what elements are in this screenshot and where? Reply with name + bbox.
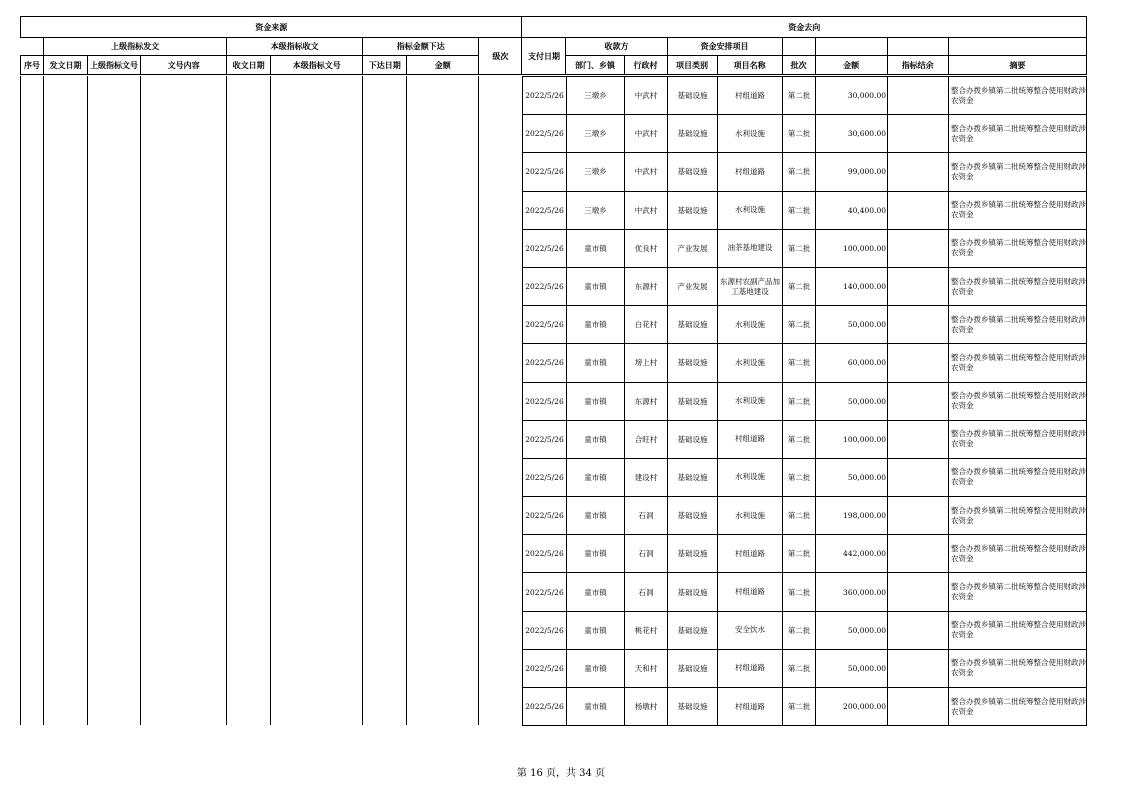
project-name-header: 项目名称 xyxy=(717,56,782,75)
source-columns-body xyxy=(20,76,523,725)
balance-cell xyxy=(888,458,949,496)
balance-cell xyxy=(888,420,949,458)
project-type-cell: 基础设施 xyxy=(668,420,718,458)
summary-cell: 整合办拨乡镇第二批统筹整合使用财政涉农资金 xyxy=(949,115,1087,153)
balance-header: 指标结余 xyxy=(887,56,948,75)
pay-date-cell: 2022/5/26 xyxy=(523,229,567,267)
blank-cell xyxy=(887,38,948,56)
village-cell: 优良村 xyxy=(625,229,668,267)
blank-cell xyxy=(21,38,44,56)
village-cell: 石洞 xyxy=(625,535,668,573)
blank-cell xyxy=(815,38,887,56)
village-cell: 天和村 xyxy=(625,649,668,687)
local-doc-no-header: 本级指标文号 xyxy=(271,56,363,75)
village-cell: 中武村 xyxy=(625,115,668,153)
dest-title: 资金去向 xyxy=(522,17,1087,38)
batch-cell: 第二批 xyxy=(783,153,816,191)
balance-cell xyxy=(888,115,949,153)
amount-cell: 40,400.00 xyxy=(816,191,888,229)
table-row xyxy=(523,649,1087,687)
table-row xyxy=(523,611,1087,649)
summary-header: 摘要 xyxy=(948,56,1086,75)
balance-cell xyxy=(888,306,949,344)
summary-cell: 整合办拨乡镇第二批统筹整合使用财政涉农资金 xyxy=(949,458,1087,496)
pay-date-cell: 2022/5/26 xyxy=(523,153,567,191)
table-row xyxy=(523,497,1087,535)
village-cell: 中武村 xyxy=(625,191,668,229)
project-arrangement-header: 资金安排项目 xyxy=(667,38,782,56)
batch-cell: 第二批 xyxy=(783,115,816,153)
batch-cell: 第二批 xyxy=(783,344,816,382)
pay-date-cell: 2022/5/26 xyxy=(523,573,567,611)
source-title: 资金来源 xyxy=(21,17,522,38)
balance-cell xyxy=(888,688,949,726)
project-type-cell: 基础设施 xyxy=(668,611,718,649)
amount-issue-header: 指标金额下达 xyxy=(363,38,479,56)
amount-cell: 200,000.00 xyxy=(816,688,888,726)
amount-cell: 50,000.00 xyxy=(816,458,888,496)
amount-cell: 30,600.00 xyxy=(816,115,888,153)
pay-date-cell: 2022/5/26 xyxy=(523,267,567,305)
dept-town-cell: 三墩乡 xyxy=(567,191,625,229)
page-footer: 第 16 页，共 34 页 xyxy=(516,768,606,779)
project-name-cell: 村组道路 xyxy=(718,688,783,726)
project-type-cell: 基础设施 xyxy=(668,77,718,115)
dept-town-cell: 童市镇 xyxy=(567,649,625,687)
pay-date-cell: 2022/5/26 xyxy=(523,688,567,726)
batch-cell: 第二批 xyxy=(783,420,816,458)
pay-date-cell: 2022/5/26 xyxy=(523,458,567,496)
dept-town-cell: 三墩乡 xyxy=(567,115,625,153)
balance-cell xyxy=(888,573,949,611)
project-name-cell: 水利设施 xyxy=(718,458,783,496)
project-name-cell: 水利设施 xyxy=(718,344,783,382)
column-line xyxy=(140,76,141,725)
amount-cell: 99,000.00 xyxy=(816,153,888,191)
project-name-cell: 水利设施 xyxy=(718,191,783,229)
balance-cell xyxy=(888,267,949,305)
table-row xyxy=(523,191,1087,229)
data-table xyxy=(522,76,1087,726)
balance-cell xyxy=(888,344,949,382)
village-cell: 杨墩村 xyxy=(625,688,668,726)
dept-town-cell: 童市镇 xyxy=(567,229,625,267)
balance-cell xyxy=(888,153,949,191)
amount-cell: 198,000.00 xyxy=(816,497,888,535)
dest-amount-header: 金额 xyxy=(815,56,887,75)
project-type-header: 项目类别 xyxy=(667,56,717,75)
balance-cell xyxy=(888,611,949,649)
batch-cell: 第二批 xyxy=(783,649,816,687)
pay-date-cell: 2022/5/26 xyxy=(523,306,567,344)
project-type-cell: 基础设施 xyxy=(668,115,718,153)
project-name-cell: 水利设施 xyxy=(718,382,783,420)
batch-cell: 第二批 xyxy=(783,611,816,649)
batch-cell: 第二批 xyxy=(783,688,816,726)
project-type-cell: 基础设施 xyxy=(668,191,718,229)
receive-date-header: 收文日期 xyxy=(227,56,271,75)
batch-header: 批次 xyxy=(782,56,815,75)
dept-town-cell: 三墩乡 xyxy=(567,153,625,191)
amount-header: 金额 xyxy=(407,56,479,75)
amount-cell: 50,000.00 xyxy=(816,611,888,649)
summary-cell: 整合办拨乡镇第二批统筹整合使用财政涉农资金 xyxy=(949,306,1087,344)
amount-cell: 360,000.00 xyxy=(816,573,888,611)
summary-cell: 整合办拨乡镇第二批统筹整合使用财政涉农资金 xyxy=(949,420,1087,458)
project-name-cell: 油茶基地建设 xyxy=(718,229,783,267)
column-line xyxy=(270,76,271,725)
amount-cell: 50,000.00 xyxy=(816,382,888,420)
summary-cell: 整合办拨乡镇第二批统筹整合使用财政涉农资金 xyxy=(949,229,1087,267)
table-row xyxy=(523,153,1087,191)
balance-cell xyxy=(888,191,949,229)
village-cell: 石洞 xyxy=(625,497,668,535)
column-line xyxy=(406,76,407,725)
dept-town-cell: 三墩乡 xyxy=(567,77,625,115)
pay-date-cell: 2022/5/26 xyxy=(523,611,567,649)
summary-cell: 整合办拨乡镇第二批统筹整合使用财政涉农资金 xyxy=(949,573,1087,611)
project-name-cell: 村组道路 xyxy=(718,153,783,191)
project-name-cell: 水利设施 xyxy=(718,115,783,153)
village-cell: 塝上村 xyxy=(625,344,668,382)
level-header: 级次 xyxy=(479,38,522,75)
balance-cell xyxy=(888,229,949,267)
pay-date-cell: 2022/5/26 xyxy=(523,497,567,535)
project-name-cell: 村组道路 xyxy=(718,420,783,458)
village-cell: 中武村 xyxy=(625,77,668,115)
dept-town-cell: 童市镇 xyxy=(567,382,625,420)
project-type-cell: 基础设施 xyxy=(668,344,718,382)
dept-town-cell: 童市镇 xyxy=(567,688,625,726)
batch-cell: 第二批 xyxy=(783,382,816,420)
table-row xyxy=(523,115,1087,153)
dept-town-cell: 童市镇 xyxy=(567,611,625,649)
batch-cell: 第二批 xyxy=(783,229,816,267)
summary-cell: 整合办拨乡镇第二批统筹整合使用财政涉农资金 xyxy=(949,611,1087,649)
amount-cell: 140,000.00 xyxy=(816,267,888,305)
village-header: 行政村 xyxy=(624,56,667,75)
batch-cell: 第二批 xyxy=(783,458,816,496)
table-row xyxy=(523,267,1087,305)
summary-cell: 整合办拨乡镇第二批统筹整合使用财政涉农资金 xyxy=(949,688,1087,726)
project-type-cell: 基础设施 xyxy=(668,306,718,344)
column-line xyxy=(226,76,227,725)
dept-town-cell: 童市镇 xyxy=(567,458,625,496)
blank-cell xyxy=(782,38,815,56)
village-cell: 建设村 xyxy=(625,458,668,496)
village-cell: 东源村 xyxy=(625,382,668,420)
project-name-cell: 水利设施 xyxy=(718,497,783,535)
table-row xyxy=(523,306,1087,344)
project-type-cell: 基础设施 xyxy=(668,497,718,535)
column-line xyxy=(478,76,479,725)
balance-cell xyxy=(888,535,949,573)
pay-date-cell: 2022/5/26 xyxy=(523,191,567,229)
table-row xyxy=(523,344,1087,382)
local-receive-header: 本级指标收文 xyxy=(227,38,363,56)
batch-cell: 第二批 xyxy=(783,267,816,305)
table-row xyxy=(523,535,1087,573)
column-line xyxy=(87,76,88,725)
village-cell: 合旺村 xyxy=(625,420,668,458)
table-row xyxy=(523,458,1087,496)
project-name-cell: 东源村农副产品加工基地建设 xyxy=(718,267,783,305)
doc-content-header: 文号内容 xyxy=(141,56,227,75)
amount-cell: 60,000.00 xyxy=(816,344,888,382)
pay-date-cell: 2022/5/26 xyxy=(523,382,567,420)
upper-doc-no-header: 上级指标文号 xyxy=(88,56,141,75)
dept-town-cell: 童市镇 xyxy=(567,420,625,458)
balance-cell xyxy=(888,382,949,420)
amount-cell: 100,000.00 xyxy=(816,229,888,267)
village-cell: 白花村 xyxy=(625,306,668,344)
balance-cell xyxy=(888,497,949,535)
pay-date-cell: 2022/5/26 xyxy=(523,420,567,458)
summary-cell: 整合办拨乡镇第二批统筹整合使用财政涉农资金 xyxy=(949,77,1087,115)
project-name-cell: 村组道路 xyxy=(718,649,783,687)
amount-cell: 50,000.00 xyxy=(816,649,888,687)
table-row xyxy=(523,382,1087,420)
release-date-header: 下达日期 xyxy=(363,56,407,75)
dept-town-header: 部门、乡镇 xyxy=(566,56,624,75)
column-line xyxy=(362,76,363,725)
header-table xyxy=(20,16,1087,75)
village-cell: 中武村 xyxy=(625,153,668,191)
table-row xyxy=(523,420,1087,458)
seq-header: 序号 xyxy=(21,56,44,75)
batch-cell: 第二批 xyxy=(783,497,816,535)
project-type-cell: 产业发展 xyxy=(668,267,718,305)
summary-cell: 整合办拨乡镇第二批统筹整合使用财政涉农资金 xyxy=(949,382,1087,420)
balance-cell xyxy=(888,77,949,115)
batch-cell: 第二批 xyxy=(783,535,816,573)
column-line xyxy=(20,76,21,725)
project-name-cell: 村组道路 xyxy=(718,535,783,573)
pay-date-header: 支付日期 xyxy=(522,38,566,75)
summary-cell: 整合办拨乡镇第二批统筹整合使用财政涉农资金 xyxy=(949,344,1087,382)
batch-cell: 第二批 xyxy=(783,191,816,229)
project-name-cell: 水利设施 xyxy=(718,306,783,344)
project-type-cell: 基础设施 xyxy=(668,649,718,687)
payee-header: 收款方 xyxy=(566,38,667,56)
table-row xyxy=(523,77,1087,115)
dept-town-cell: 童市镇 xyxy=(567,535,625,573)
project-name-cell: 安全饮水 xyxy=(718,611,783,649)
amount-cell: 100,000.00 xyxy=(816,420,888,458)
table-row xyxy=(523,229,1087,267)
project-type-cell: 基础设施 xyxy=(668,382,718,420)
amount-cell: 30,000.00 xyxy=(816,77,888,115)
blank-cell xyxy=(948,38,1086,56)
issue-date-header: 发文日期 xyxy=(44,56,88,75)
batch-cell: 第二批 xyxy=(783,306,816,344)
dept-town-cell: 童市镇 xyxy=(567,573,625,611)
amount-cell: 50,000.00 xyxy=(816,306,888,344)
batch-cell: 第二批 xyxy=(783,77,816,115)
pay-date-cell: 2022/5/26 xyxy=(523,115,567,153)
project-type-cell: 基础设施 xyxy=(668,458,718,496)
upper-issue-header: 上级指标发文 xyxy=(44,38,227,56)
summary-cell: 整合办拨乡镇第二批统筹整合使用财政涉农资金 xyxy=(949,191,1087,229)
dept-town-cell: 童市镇 xyxy=(567,306,625,344)
summary-cell: 整合办拨乡镇第二批统筹整合使用财政涉农资金 xyxy=(949,267,1087,305)
project-name-cell: 村组道路 xyxy=(718,573,783,611)
village-cell: 桃花村 xyxy=(625,611,668,649)
summary-cell: 整合办拨乡镇第二批统筹整合使用财政涉农资金 xyxy=(949,153,1087,191)
dept-town-cell: 童市镇 xyxy=(567,344,625,382)
table-row xyxy=(523,573,1087,611)
dept-town-cell: 童市镇 xyxy=(567,497,625,535)
village-cell: 东源村 xyxy=(625,267,668,305)
amount-cell: 442,000.00 xyxy=(816,535,888,573)
batch-cell: 第二批 xyxy=(783,573,816,611)
pay-date-cell: 2022/5/26 xyxy=(523,535,567,573)
summary-cell: 整合办拨乡镇第二批统筹整合使用财政涉农资金 xyxy=(949,497,1087,535)
village-cell: 石洞 xyxy=(625,573,668,611)
pay-date-cell: 2022/5/26 xyxy=(523,649,567,687)
project-type-cell: 基础设施 xyxy=(668,153,718,191)
balance-cell xyxy=(888,649,949,687)
summary-cell: 整合办拨乡镇第二批统筹整合使用财政涉农资金 xyxy=(949,535,1087,573)
column-line xyxy=(43,76,44,725)
summary-cell: 整合办拨乡镇第二批统筹整合使用财政涉农资金 xyxy=(949,649,1087,687)
project-type-cell: 基础设施 xyxy=(668,535,718,573)
pay-date-cell: 2022/5/26 xyxy=(523,344,567,382)
project-type-cell: 产业发展 xyxy=(668,229,718,267)
dept-town-cell: 童市镇 xyxy=(567,267,625,305)
project-type-cell: 基础设施 xyxy=(668,573,718,611)
project-type-cell: 基础设施 xyxy=(668,688,718,726)
pay-date-cell: 2022/5/26 xyxy=(523,77,567,115)
table-row xyxy=(523,688,1087,726)
project-name-cell: 村组道路 xyxy=(718,77,783,115)
